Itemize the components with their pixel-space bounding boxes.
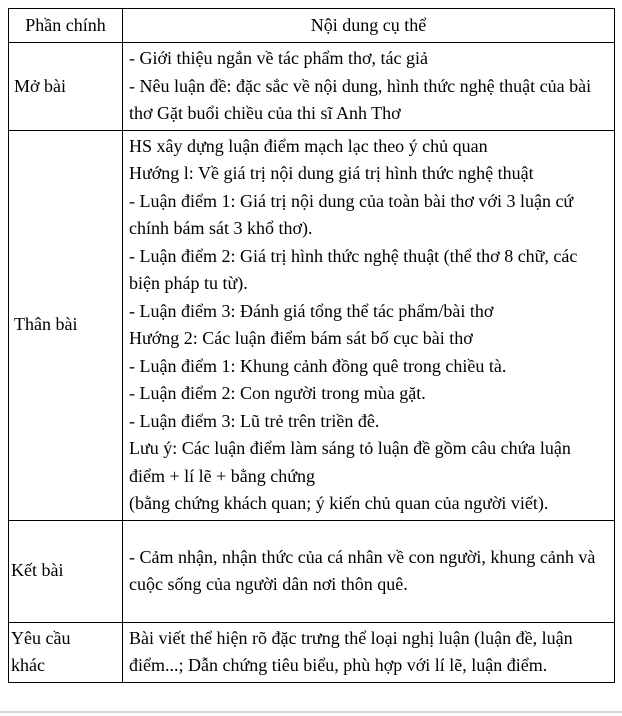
row-content-mo-bai	[123, 43, 615, 131]
header-cell-content: Nội dung cụ thể	[123, 9, 615, 43]
paragraph: Hướng 2: Các luận điểm bám sát bố cục bài thơ	[129, 328, 473, 348]
paragraph: - Luận điểm 2: Con người trong mùa gặt.	[129, 383, 426, 403]
paragraph: (bằng chứng khách quan; ý kiến chủ quan của người viết).	[129, 493, 549, 513]
table-header-row	[9, 9, 615, 43]
paragraph: Bài viết thể hiện rõ đặc trưng thể loại nghị luận (luận đề, luận điểm...; Dẫn chứng tiêu biểu, phù hợp với lí lẽ, luận điểm.	[129, 627, 573, 675]
row-content-than-bai	[123, 130, 615, 520]
paragraph: HS xây dựng luận điểm mạch lạc theo ý chủ quan	[129, 135, 488, 156]
paragraph: - Luận điểm 3: Đánh giá tổng thể tác phẩm/bài thơ	[129, 300, 494, 321]
table-row-ket-bai	[9, 520, 615, 622]
paragraph: Hướng l: Về giá trị nội dung giá trị hình thức nghệ thuật	[129, 163, 534, 183]
paragraph: - Nêu luận đề: đặc sắc về nội dung, hình thức nghệ thuật của bài thơ Gặt buổi chiều của thi sĩ Anh Thơ	[129, 75, 592, 123]
table-row-yeu-cau-khac	[9, 622, 615, 682]
paragraph: - Luận điểm 1: Giá trị nội dung của toàn bài thơ với 3 luận cứ chính bám sát 3 khổ thơ).	[129, 190, 574, 238]
table-row-mo-bai	[9, 43, 615, 131]
row-label-yeu-cau-khac: Yêu cầu khác	[9, 622, 123, 682]
paragraph: Lưu ý: Các luận điểm làm sáng tỏ luận đề gồm câu chứa luận điểm + lí lẽ + bằng chứng	[129, 438, 571, 486]
row-label-ket-bai: Kết bài	[9, 520, 123, 622]
page-bottom-divider	[0, 711, 622, 713]
table-row-than-bai	[9, 130, 615, 520]
paragraph: - Luận điểm 3: Lũ trẻ trên triền đê.	[129, 410, 380, 431]
paragraph: - Luận điểm 2: Giá trị hình thức nghệ thuật (thể thơ 8 chữ, các biện pháp tu từ).	[129, 245, 578, 293]
paragraph: - Luận điểm 1: Khung cảnh đồng quê trong chiều tà.	[129, 355, 507, 376]
row-label-mo-bai: Mở bài	[9, 43, 123, 131]
paragraph: - Cảm nhận, nhận thức của cá nhân về con người, khung cảnh và cuộc sống của người dân nơi thôn quê.	[129, 546, 596, 594]
header-cell-part: Phần chính	[9, 9, 123, 43]
essay-outline-table	[8, 8, 615, 683]
row-content-ket-bai	[123, 520, 615, 622]
row-label-than-bai: Thân bài	[9, 130, 123, 520]
row-content-yeu-cau-khac	[123, 622, 615, 682]
paragraph: - Giới thiệu ngắn về tác phẩm thơ, tác giả	[129, 48, 428, 68]
